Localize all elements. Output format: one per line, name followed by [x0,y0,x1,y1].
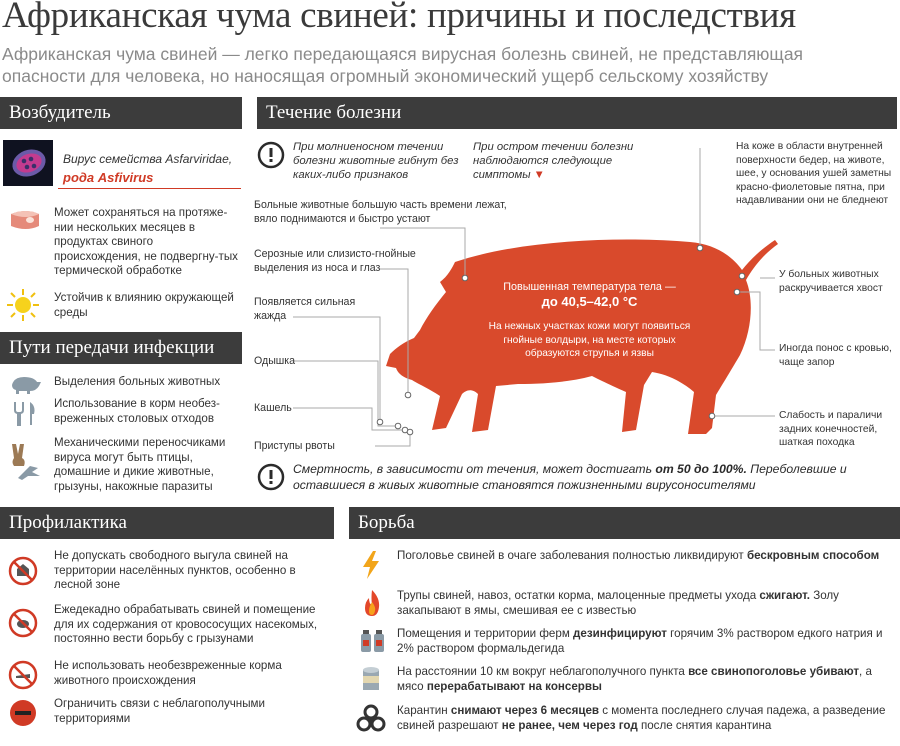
transmission-item-2: Использование в корм необез-вреженных столовых отходов [54,397,220,425]
control-item-5: Карантин снимают через 6 месяцев с момента последнего случая падежа, а разведение свиней разрешают не ранее, чем через год после снятия карантина [397,704,886,732]
virus-genus-text: рода Asfivirus [63,170,154,185]
prevention-item-1: Не допускать свободного выгула свиней на территории населённых пунктов, особенно в лесной зоне [54,549,296,591]
fire-icon [360,588,384,618]
meat-survival-text: Может сохраняться на протяже-нии нескольких месяцев в продуктах свиного происхождения, не подвергну-тых термической обработке [54,206,238,277]
symptom-thirst: Появляется сильная жажда [254,296,356,322]
disinfectant-icon [358,626,388,654]
symptom-dyspnea: Одышка [254,355,296,367]
warning-icon [257,463,285,491]
prevention-header: Профилактика [0,507,334,539]
no-insects-icon [8,608,38,638]
blisters-text: На нежных участках кожи могут появиться гнойные волдыри, на месте которых образуются струпья и язвы [488,321,691,359]
restrict-icon [8,698,38,728]
temperature-label: Повышенная температура тела — [503,281,676,293]
red-arrow-icon: ▼ [533,169,545,181]
symptom-paralysis: Слабость и параличи задних конечностей, шаткая походка [779,410,883,448]
symptom-tail: У больных животных раскручивается хвост [779,269,883,294]
prevention-item-3: Не использовать необезвреженные корма животного происхождения [54,659,282,687]
prevention-item-2: Ежедекадно обрабатывать свиней и помещение для их содержания от кровососущих насекомых, постоянно вести борьбу с грызунами [54,603,318,645]
mortality-text: Смертность, в зависимости от течения, может достигать от 50 до 100%. Переболевшие и оставшиеся в живых животные становятся пожизненными вирусоносителями [293,462,847,492]
prevention-item-4: Ограничить связи с неблагополучными территориями [54,697,265,725]
no-feed-icon [8,660,38,690]
symptom-lethargy: Больные животные большую часть времени лежат, вяло поднимаются и быстро устают [254,199,507,225]
symptom-discharge: Серозные или слизисто-гнойные выделения из носа и глаз [254,248,416,274]
symptom-skin-spots: На коже в области внутренней поверхности бедер, на животе, шее, у основания ушей заметны красно-фиолетовые пятна, при надавливании они не бледнеют [736,141,892,206]
control-item-1: Поголовье свиней в очаге заболевания полностью ликвидируют бескровным способом [397,549,880,562]
fulminant-course-text: При молниеносном течении болезни животные гибнут без каких-либо признаков [293,141,459,181]
acute-course-text: При остром течении болезни наблюдаются следующие симптомы ▼ [473,141,634,181]
control-item-4: На расстоянии 10 км вокруг неблагополучного пункта все свинопоголовье убивают, а мясо перерабатывают на консервы [397,665,872,693]
no-free-range-icon [8,556,38,586]
control-header: Борьба [349,507,900,539]
page-subtitle: Африканская чума свиней — легко передающаяся вирусная болезнь свиней, не представляющая опасности для человека, но наносящая огромный экономический ущерб сельскому хозяйству [2,44,804,86]
can-icon [358,664,384,694]
symptom-vomiting: Приступы рвоты [254,440,335,452]
biohazard-icon [356,704,386,734]
temperature-value: до 40,5–42,0 °С [541,294,638,309]
symptom-cough: Кашель [254,402,292,414]
course-header: Течение болезни [257,97,897,129]
page-title: Африканская чума свиней: причины и последствия [2,0,796,36]
sun-resistance-text: Устойчив к влиянию окружающей среды [54,291,234,319]
control-item-2: Трупы свиней, навоз, остатки корма, малоценные предметы ухода сжигают. Золу закапывают в ямы, смешивая ее с известью [397,589,839,617]
transmission-header: Пути передачи инфекции [0,332,242,364]
transmission-item-3: Механическими переносчиками вируса могут быть птицы, домашние и дикие животные, грызуны, накожные паразиты [54,436,226,493]
symptom-diarrhea: Иногда понос с кровью, чаще запор [779,343,892,368]
control-item-3: Помещения и территории ферм дезинфицируют горячим 3% раствором едкого натрия и 2% раствором формальдегида [397,627,883,655]
lightning-icon [360,550,382,580]
virus-family-text: Вирус семейства Asfarviridae, [63,152,233,166]
transmission-item-1: Выделения больных животных [54,375,221,388]
pathogen-header: Возбудитель [0,97,242,129]
